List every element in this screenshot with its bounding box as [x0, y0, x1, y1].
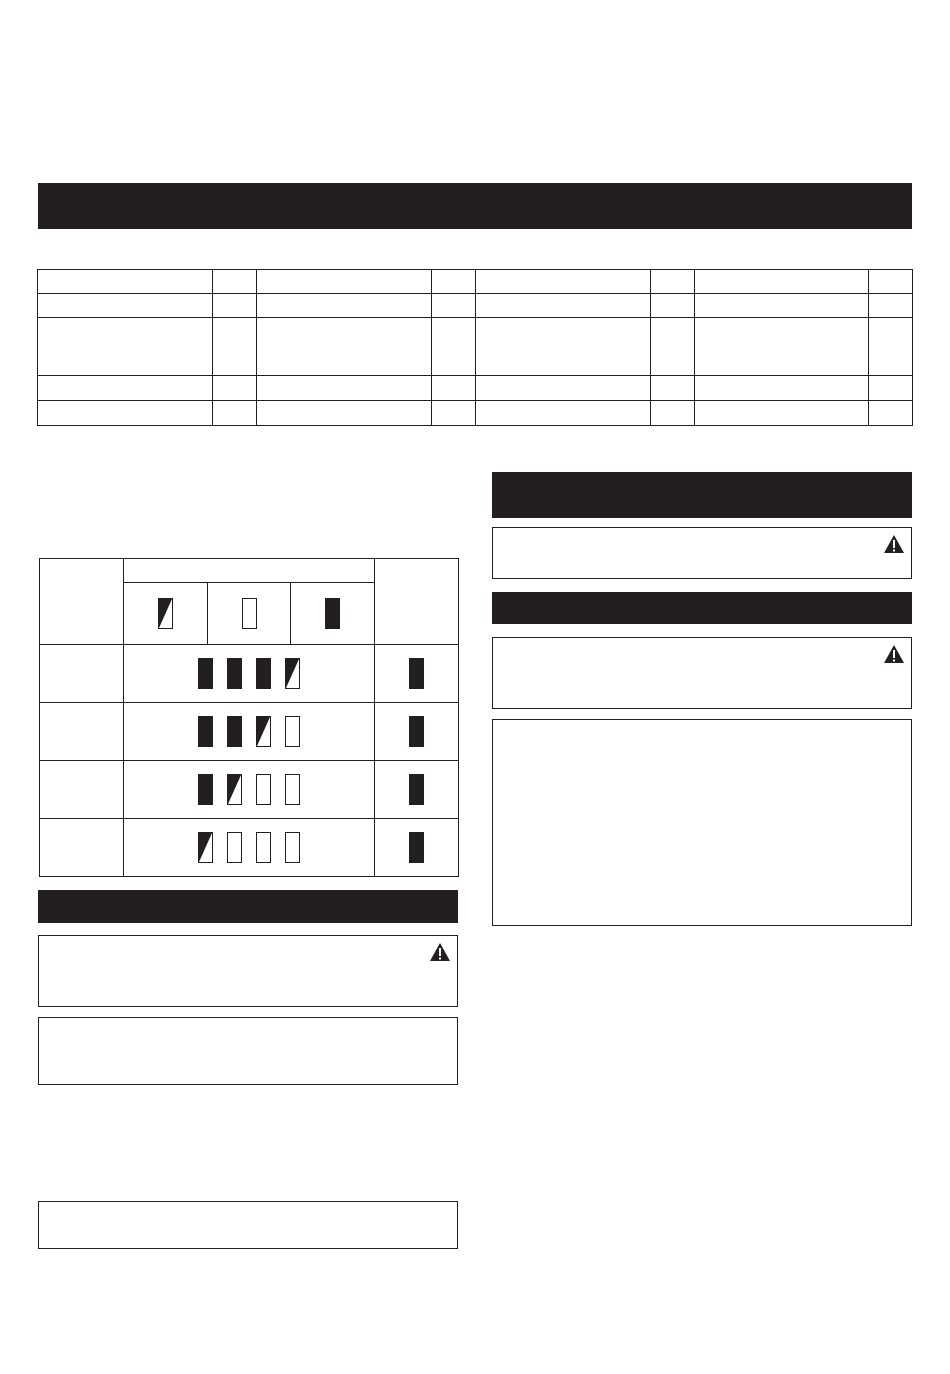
- legend-on: [291, 583, 375, 645]
- indicator-lamp-on-icon: [409, 658, 424, 689]
- indicator-lamp-blink-icon: [158, 598, 173, 629]
- table-cell: [869, 318, 913, 376]
- table-cell: [651, 294, 695, 318]
- indicator-lamps: [124, 761, 375, 819]
- table-cell: [213, 270, 257, 294]
- table-cell: [695, 401, 869, 426]
- indicator-lamp-on-icon: [409, 832, 424, 863]
- table-cell: [213, 318, 257, 376]
- indicator-lamp-on-icon: [325, 598, 340, 629]
- table-cell: [432, 376, 476, 401]
- battery-indicator-table: [39, 558, 459, 877]
- warning-triangle-icon: [883, 534, 905, 554]
- right-warning-box-1: [492, 527, 912, 579]
- indicator-lamp-blink-icon: [198, 832, 213, 863]
- table-cell: [432, 270, 476, 294]
- indicator-status: [375, 703, 459, 761]
- right-section-bar-2: [492, 592, 912, 624]
- table-cell: [476, 376, 651, 401]
- warning-triangle-icon: [429, 942, 451, 962]
- indicator-lamp-on-icon: [409, 716, 424, 747]
- table-cell: [476, 270, 651, 294]
- table-cell: [38, 270, 213, 294]
- left-bottom-box: [38, 1201, 458, 1249]
- warning-triangle-icon: [883, 644, 905, 664]
- table-cell: [869, 401, 913, 426]
- indicator-lamp-blink-icon: [256, 716, 271, 747]
- left-note-box: [38, 1017, 458, 1085]
- indicator-status: [375, 819, 459, 877]
- table-row: [38, 270, 913, 294]
- indicator-lamp-on-icon: [198, 716, 213, 747]
- table-cell: [257, 294, 432, 318]
- right-section-bar-1: [492, 472, 912, 518]
- indicator-lamp-blink-icon: [227, 774, 242, 805]
- table-cell: [432, 318, 476, 376]
- indicator-lamp-on-icon: [256, 658, 271, 689]
- indicator-lamp-off-icon: [285, 716, 300, 747]
- indicator-lamp-on-icon: [227, 716, 242, 747]
- indicator-header-group: [124, 559, 375, 583]
- table-cell: [695, 270, 869, 294]
- table-cell: [695, 294, 869, 318]
- table-cell: [257, 270, 432, 294]
- table-cell: [476, 318, 651, 376]
- table-row: [38, 376, 913, 401]
- indicator-lamp-on-icon: [198, 658, 213, 689]
- table-cell: [213, 294, 257, 318]
- right-warning-box-2: [492, 637, 912, 709]
- indicator-row: [40, 703, 459, 761]
- indicator-row-label: [40, 761, 124, 819]
- section-title-bar: [38, 183, 912, 229]
- indicator-lamp-on-icon: [409, 774, 424, 805]
- table-cell: [695, 318, 869, 376]
- indicator-lamp-blink-icon: [285, 658, 300, 689]
- indicator-lamps: [124, 703, 375, 761]
- indicator-lamp-off-icon: [256, 774, 271, 805]
- table-cell: [38, 294, 213, 318]
- indicator-row: [40, 761, 459, 819]
- indicator-lamp-off-icon: [285, 832, 300, 863]
- indicator-row: [40, 645, 459, 703]
- table-cell: [869, 270, 913, 294]
- table-cell: [476, 294, 651, 318]
- left-section-bar: [38, 890, 458, 923]
- legend-blink: [124, 583, 208, 645]
- table-cell: [38, 318, 213, 376]
- table-row: [38, 318, 913, 376]
- table-row: [38, 294, 913, 318]
- table-cell: [432, 401, 476, 426]
- legend-off: [208, 583, 291, 645]
- indicator-lamp-off-icon: [227, 832, 242, 863]
- table-cell: [38, 401, 213, 426]
- table-cell: [869, 294, 913, 318]
- table-cell: [869, 376, 913, 401]
- table-cell: [651, 318, 695, 376]
- indicator-lamp-off-icon: [242, 598, 257, 629]
- table-cell: [257, 401, 432, 426]
- indicator-header-left: [40, 559, 124, 645]
- indicator-status: [375, 645, 459, 703]
- indicator-header-right: [375, 559, 459, 645]
- indicator-lamp-on-icon: [198, 774, 213, 805]
- indicator-lamp-off-icon: [285, 774, 300, 805]
- indicator-row: [40, 819, 459, 877]
- indicator-lamps: [124, 819, 375, 877]
- table-cell: [651, 401, 695, 426]
- table-cell: [213, 376, 257, 401]
- table-cell: [257, 318, 432, 376]
- indicator-row-label: [40, 645, 124, 703]
- indicator-row-label: [40, 819, 124, 877]
- indicator-lamps: [124, 645, 375, 703]
- specifications-table: [37, 269, 913, 426]
- indicator-lamp-off-icon: [256, 832, 271, 863]
- table-cell: [432, 294, 476, 318]
- table-row: [38, 401, 913, 426]
- table-cell: [651, 376, 695, 401]
- left-warning-box: [38, 935, 458, 1007]
- table-cell: [476, 401, 651, 426]
- indicator-row-label: [40, 703, 124, 761]
- right-large-box: [492, 719, 912, 926]
- table-cell: [213, 401, 257, 426]
- table-cell: [695, 376, 869, 401]
- table-cell: [38, 376, 213, 401]
- table-cell: [257, 376, 432, 401]
- indicator-lamp-on-icon: [227, 658, 242, 689]
- indicator-status: [375, 761, 459, 819]
- table-cell: [651, 270, 695, 294]
